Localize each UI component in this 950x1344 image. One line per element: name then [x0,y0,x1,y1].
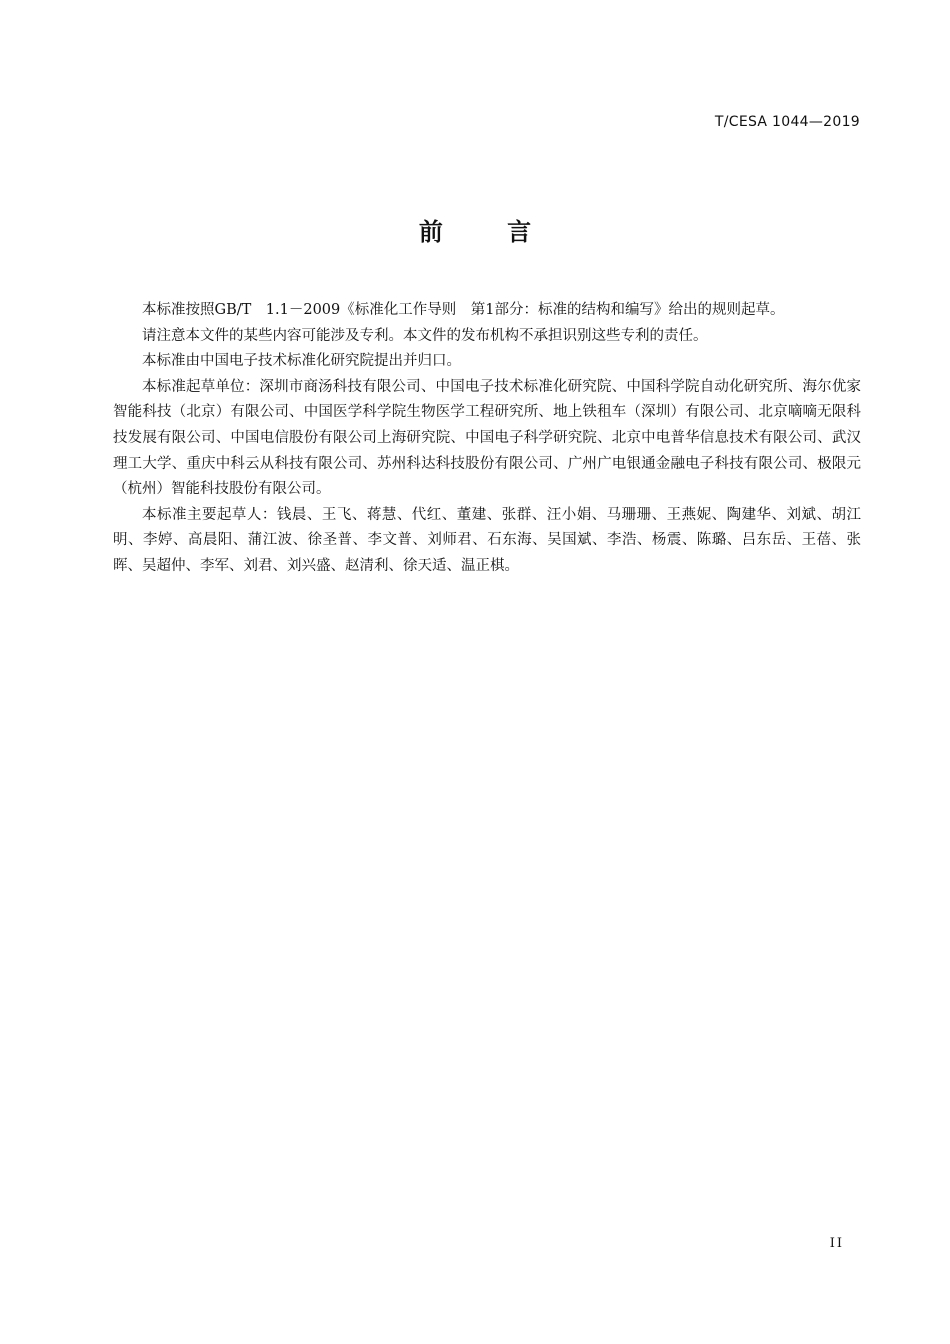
foreword-body [113,298,861,580]
standard-code: T/CESA 1044—2019 [714,114,860,130]
paragraph-drafting-units: 本标准起草单位：深圳市商汤科技有限公司、中国电子技术标准化研究院、中国科学院自动化研究所、海尔优家智能科技（北京）有限公司、中国医学科学院生物医学工程研究所、地上铁租车（深圳）有限公司、北京嘀嘀无限科技发展有限公司、中国电信股份有限公司上海研究院、中国电子科学研究院、北京中电普华信息技术有限公司、武汉理工大学、重庆中科云从科技有限公司、苏州科达科技股份有限公司、广州广电银通金融电子科技有限公司、极限元（杭州）智能科技股份有限公司。 [113,378,861,498]
paragraph-drafters: 本标准主要起草人：钱晨、王飞、蒋慧、代红、董建、张群、汪小娟、马珊珊、王燕妮、陶建华、刘斌、胡江明、李婷、高晨阳、蒲江波、徐圣普、李文普、刘师君、石东海、吴国斌、李浩、杨震、陈璐、吕东岳、王蓓、张晖、吴超仲、李军、刘君、刘兴盛、赵清利、徐天适、温正棋。 [113,506,861,574]
page-number: II [829,1236,844,1251]
paragraph-drafting-rules: 本标准按照GB/T 1.1－2009《标准化工作导则 第1部分：标准的结构和编写》给出的规则起草。 [142,302,785,318]
paragraph-proposer: 本标准由中国电子技术标准化研究院提出并归口。 [142,353,461,370]
page-title: 前 言 [418,218,560,246]
paragraph-patent-notice: 请注意本文件的某些内容可能涉及专利。本文件的发布机构不承担识别这些专利的责任。 [142,327,708,344]
